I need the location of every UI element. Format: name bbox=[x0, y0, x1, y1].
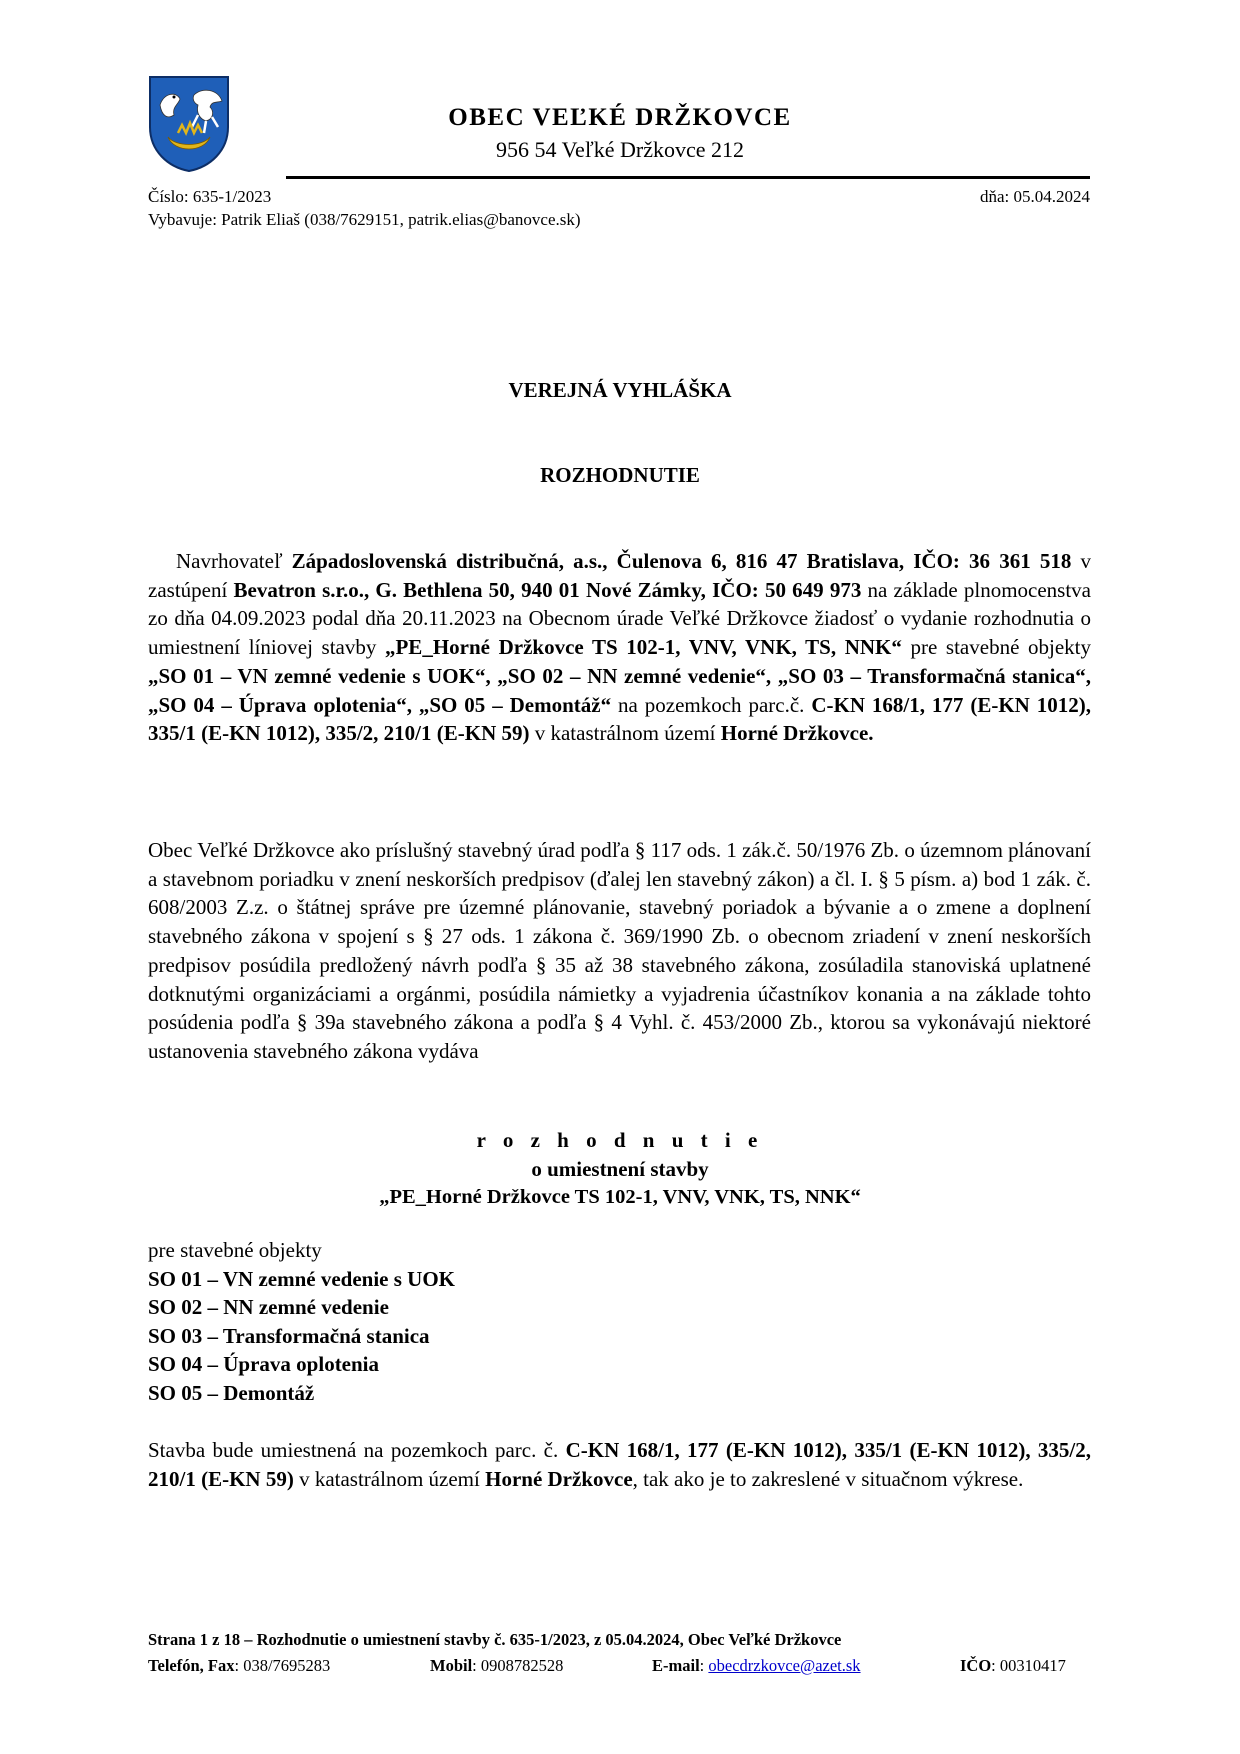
municipality-title: OBEC VEĽKÉ DRŽKOVCE bbox=[448, 104, 792, 131]
building-objects-list bbox=[148, 1236, 455, 1407]
list-item: SO 04 – Úprava oplotenia bbox=[148, 1352, 380, 1376]
decision-building-name: „PE_Horné Držkovce TS 102-1, VNV, VNK, TS, NNK“ bbox=[379, 1186, 861, 1208]
footer-mobile: Mobil: 0908782528 bbox=[430, 1656, 564, 1675]
decision-heading bbox=[0, 1126, 1240, 1212]
footer-ico: IČO: 00310417 bbox=[960, 1656, 1066, 1675]
municipality-address: 956 54 Veľké Držkovce 212 bbox=[495, 137, 745, 162]
paragraph-location: Stavba bude umiestnená na pozemkoch parc. č. C-KN 168/1, 177 (E-KN 1012), 335/1 (E-KN 1012), 335/2, 210/1 (E-KN 59) v katastrálnom území Horné Držkovce, tak ako je to zakreslené v situačnom výkrese. bbox=[148, 1438, 1092, 1491]
list-item: SO 01 – VN zemné vedenie s UOK bbox=[148, 1266, 456, 1291]
objects-intro: pre stavebné objekty bbox=[148, 1238, 322, 1262]
footer-email: E-mail: obecdrzkovce@azet.sk bbox=[652, 1656, 861, 1675]
heading-verejna-vyhlaska: VEREJNÁ VYHLÁŠKA bbox=[508, 378, 732, 402]
heading-rozhodnutie: ROZHODNUTIE bbox=[540, 463, 700, 487]
list-item: SO 02 – NN zemné vedenie bbox=[148, 1295, 389, 1319]
paragraph-legal-basis: Obec Veľké Držkovce ako príslušný stavebný úrad podľa § 117 ods. 1 zák.č. 50/1976 Zb. o územnom plánovaní a stavebnom poriadku v znení neskorších predpisov (ďalej len stavebný zákon) a čl. I. § 5 písm. a) bod 1 zák. č. 608/2003 Z.z. o štátnej správe pre územné plánovanie, stavebný poriadok a bývanie a o zmene a doplnení stavebného zákona v spojení s § 27 ods. 1 zákona č. 369/1990 Zb. o obecnom zriadení v znení neskorších predpisov posúdila predložený návrh podľa § 35 až 38 stavebného zákona, zosúladila stanoviská uplatnené dotknutými organizáciami a orgánmi, posúdila námietky a vyjadrenia účastníkov konania a na základe tohto posúdenia podľa § 39a stavebného zákona a podľa § 4 Vyhl. č. 453/2000 Zb., ktorou sa vykonávajú niektoré ustanovenia stavebného zákona vydáva bbox=[148, 838, 1091, 1063]
handled-by: Vybavuje: Patrik Eliaš (038/7629151, patrik.elias@banovce.sk) bbox=[148, 210, 581, 229]
email-link[interactable]: obecdrzkovce@azet.sk bbox=[708, 1656, 861, 1675]
decision-subtitle: o umiestnení stavby bbox=[531, 1156, 709, 1181]
footer-page-info: Strana 1 z 18 – Rozhodnutie o umiestnení stavby č. 635-1/2023, z 05.04.2024, Obec Veľké Držkovce bbox=[148, 1630, 842, 1649]
paragraph-applicant: Navrhovateľ Západoslovenská distribučná, a.s., Čulenova 6, 816 47 Bratislava, IČO: 36 361 518 v zastúpení Bevatron s.r.o., G. Bethlena 50, 940 01 Nové Zámky, IČO: 50 649 973 na základe plnomocenstva zo dňa 04.09.2023 podal dňa 20.11.2023 na Obecnom úrade Veľké Držkovce žiadosť o vydanie rozhodnutia o umiestnení líniovej stavby „PE_Horné Držkovce TS 102-1, VNV, VNK, TS, NNK“ pre stavebné objekty „SO 01 – VN zemné vedenie s UOK“, „SO 02 – NN zemné vedenie“, „SO 03 – Transformačná stanica“, „SO 04 – Úprava oplotenia“, „SO 05 – Demontáž“ na pozemkoch parc.č. C-KN 168/1, 177 (E-KN 1012), 335/1 (E-KN 1012), 335/2, 210/1 (E-KN 59) v katastrálnom území Horné Držkovce. bbox=[148, 549, 1091, 746]
decision-title: r o z h o d n u t i e bbox=[476, 1128, 764, 1152]
footer-phone: Telefón, Fax: 038/7695283 bbox=[148, 1656, 331, 1675]
header-divider bbox=[286, 176, 1090, 179]
list-item: SO 05 – Demontáž bbox=[148, 1380, 315, 1405]
reference-number: Číslo: 635-1/2023 bbox=[148, 187, 272, 206]
document-date: dňa: 05.04.2024 bbox=[979, 187, 1090, 206]
list-item: SO 03 – Transformačná stanica bbox=[148, 1323, 430, 1348]
